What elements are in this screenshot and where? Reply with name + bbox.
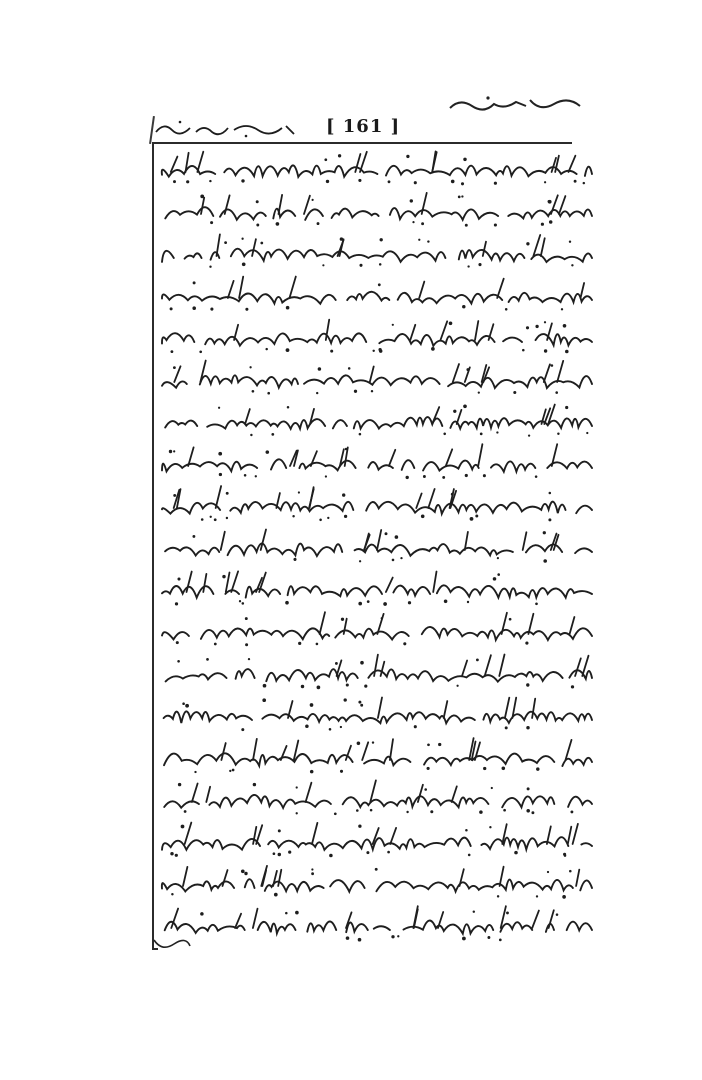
manuscript-line-text bbox=[202, 335, 592, 350]
page-number: [ 161 ] bbox=[326, 116, 401, 137]
manuscript-line bbox=[156, 146, 596, 188]
manuscript-line bbox=[156, 608, 596, 650]
manuscript-line-text bbox=[175, 713, 592, 728]
manuscript-line-text bbox=[146, 377, 592, 392]
manuscript-line bbox=[156, 398, 596, 440]
manuscript-line bbox=[156, 272, 596, 314]
manuscript-line bbox=[156, 188, 596, 230]
manuscript-line-text bbox=[149, 881, 592, 896]
running-title bbox=[150, 118, 300, 144]
manuscript-line-text bbox=[149, 671, 592, 686]
manuscript-line bbox=[156, 692, 596, 734]
manuscript-line bbox=[156, 860, 596, 902]
manuscript-line-text bbox=[111, 461, 592, 476]
running-title-text bbox=[162, 127, 296, 142]
manuscript-line bbox=[156, 230, 596, 272]
manuscript-line bbox=[156, 524, 596, 566]
manuscript-line-text bbox=[181, 209, 592, 224]
manuscript-text-block bbox=[156, 146, 596, 942]
manuscript-line-text bbox=[104, 503, 592, 518]
manuscript-line-text bbox=[78, 419, 592, 434]
manuscript-line bbox=[156, 818, 596, 860]
manuscript-line-text bbox=[129, 629, 592, 644]
manuscript-line bbox=[156, 356, 596, 398]
manuscript-line bbox=[156, 902, 596, 944]
manuscript-line-text bbox=[149, 251, 592, 266]
manuscript-line-text bbox=[136, 293, 592, 308]
bottom-flourish bbox=[152, 936, 192, 954]
top-right-note bbox=[430, 92, 590, 116]
manuscript-line-text bbox=[95, 839, 592, 854]
manuscript-line bbox=[156, 440, 596, 482]
manuscript-line-text bbox=[144, 587, 592, 602]
manuscript-line bbox=[156, 566, 596, 608]
manuscript-line bbox=[156, 776, 596, 818]
top-right-note-text bbox=[551, 95, 586, 110]
manuscript-line-text bbox=[158, 545, 592, 560]
manuscript-line bbox=[156, 650, 596, 692]
manuscript-line bbox=[156, 314, 596, 356]
manuscript-line-text bbox=[165, 167, 592, 182]
manuscript-line-text bbox=[162, 755, 592, 770]
manuscript-line bbox=[156, 482, 596, 524]
manuscript-line-text bbox=[150, 923, 592, 938]
manuscript-line bbox=[156, 734, 596, 776]
manuscript-line-text bbox=[182, 797, 592, 812]
